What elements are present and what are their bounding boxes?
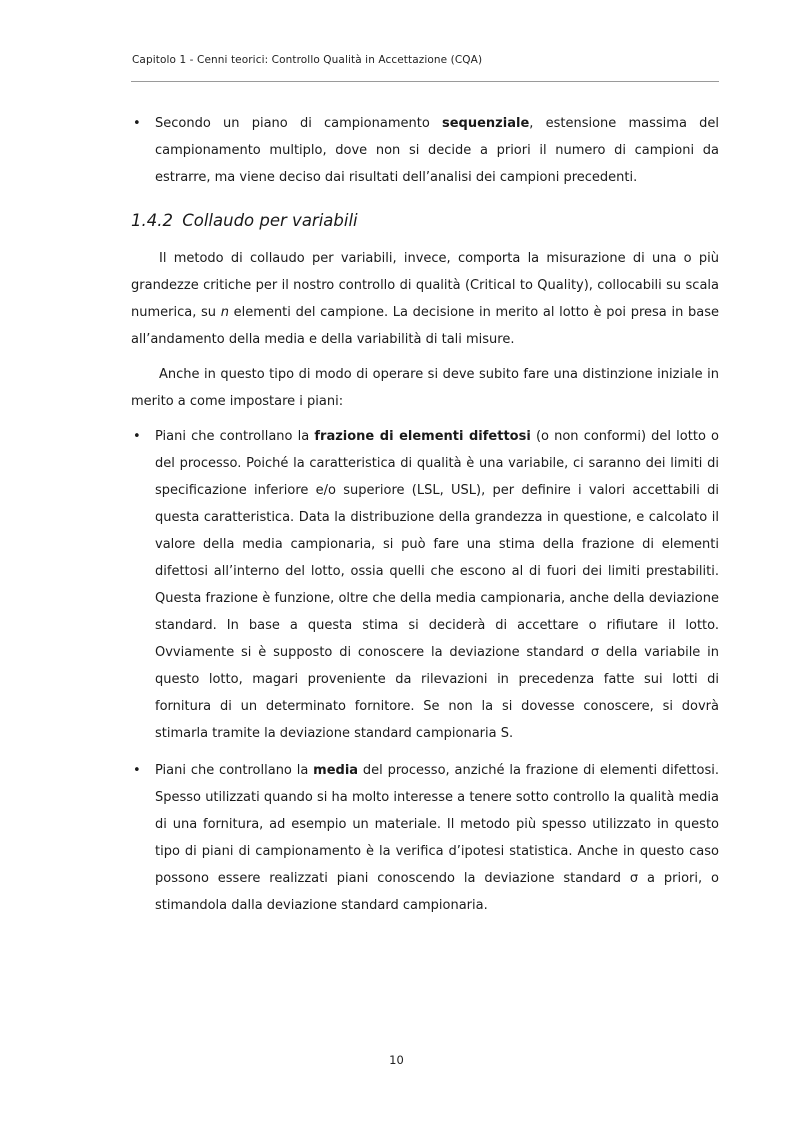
page-body <box>131 110 719 919</box>
paragraph-text: Il metodo di collaudo per variabili, invece, comporta la misurazione di una o più grandezze critiche per il nostro controllo di qualità (Critical to Quality), collocabili su scala numerica, su <box>131 251 719 320</box>
page-number: 10 <box>389 1053 404 1067</box>
bullet-text: Piani che controllano la <box>155 429 315 444</box>
section-number: 1.4.2 <box>131 211 173 230</box>
paragraph-intro <box>131 245 719 353</box>
bullet-icon: • <box>133 116 141 131</box>
bullet-icon: • <box>133 763 141 778</box>
bullet-text: , estensione massima del campionamento multiplo, dove non si decide a priori il numero di campioni da estrarre, ma viene deciso dai risultati dell’analisi dei campioni precedenti. <box>155 116 720 185</box>
bullet-item-sequential <box>131 110 719 191</box>
bullet-emphasis: frazione di elementi difettosi <box>314 429 531 444</box>
bullet-emphasis: sequenziale <box>442 116 530 131</box>
bullet-text: del processo, anziché la frazione di elementi difettosi. Spesso utilizzati quando si ha molto interesse a tenere sotto controllo la qualità media di una fornitura, ad esempio un materiale. Il metodo più spesso utilizzato in questo tipo di piani di campionamento è la verifica d’ipotesi statistica. Anche in questo caso possono essere realizzati piani conoscendo la deviazione standard σ a priori, o stimandola dalla deviazione standard campionaria. <box>155 763 720 913</box>
paragraph-distinction: Anche in questo tipo di modo di operare si deve subito fare una distinzione iniziale in merito a come impostare i piani: <box>131 367 719 409</box>
bullet-text: Piani che controllano la <box>155 763 314 778</box>
section-title: Collaudo per variabili <box>182 211 358 230</box>
header-rule <box>131 81 719 82</box>
paragraph-text: elementi del campione. La decisione in merito al lotto è poi presa in base all’andamento della media e della variabilità di tali misure. <box>131 305 719 347</box>
section-heading <box>131 209 719 233</box>
paragraph-italic: n <box>220 305 229 320</box>
bullet-item-defect-fraction <box>131 423 719 747</box>
bullet-icon: • <box>133 429 141 444</box>
bullet-text: Secondo un piano di campionamento <box>155 116 442 131</box>
bullet-emphasis: media <box>313 763 359 778</box>
running-header: Capitolo 1 - Cenni teorici: Controllo Qualità in Accettazione (CQA) <box>132 54 483 66</box>
bullet-text: (o non conformi) del lotto o del processo. Poiché la caratteristica di qualità è una variabile, ci saranno dei limiti di specificazione inferiore e/o superiore (LSL, USL), per definire i valori accettabili di questa caratteristica. Data la distribuzione della grandezza in questione, e calcolato il valore della media campionaria, si può fare una stima della frazione di elementi difettosi all’interno del lotto, ossia quelli che escono al di fuori dei limiti prestabiliti. Questa frazione è funzione, oltre che della media campionaria, anche della deviazione standard. In base a questa stima si deciderà di accettare o rifiutare il lotto. Ovviamente si è supposto di conoscere la deviazione standard σ della variabile in questo lotto, magari proveniente da rilevazioni in precedenza fatte sui lotti di fornitura di un determinato fornitore. Se non la si dovesse conoscere, si dovrà stimarla tramite la deviazione standard campionaria S. <box>155 429 719 741</box>
bullet-item-mean <box>131 757 719 919</box>
